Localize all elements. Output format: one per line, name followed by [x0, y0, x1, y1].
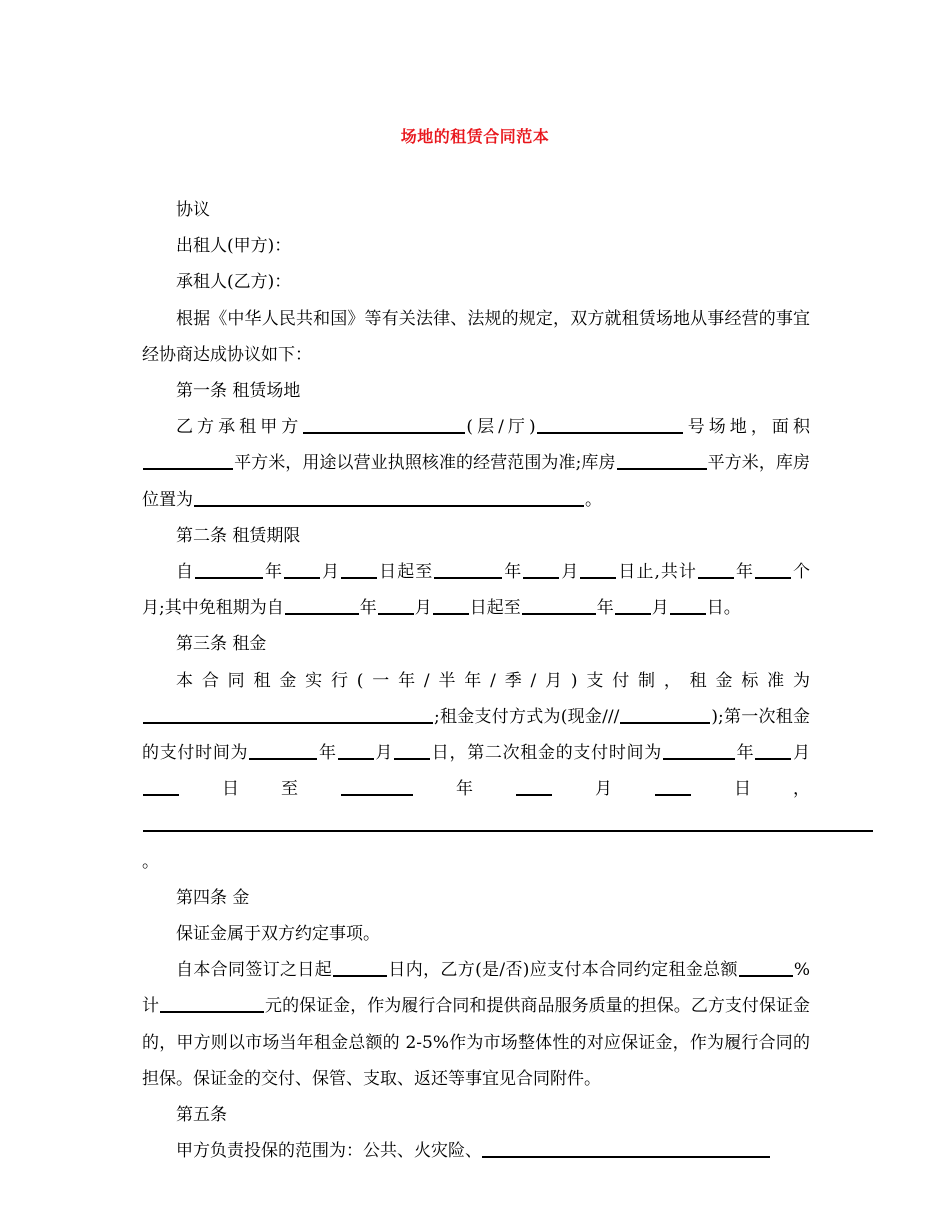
article-2-body — [142, 554, 810, 626]
text: 日止,共计 — [617, 562, 697, 583]
fill-blank — [394, 739, 430, 760]
fill-blank — [143, 703, 433, 724]
fill-blank — [620, 703, 710, 724]
fill-blank — [482, 1137, 770, 1158]
fill-blank — [580, 558, 616, 579]
fill-blank — [617, 449, 707, 470]
text: );第一次租金的支付时间为 — [142, 706, 810, 764]
document-body — [142, 192, 810, 1169]
fill-blank — [522, 594, 596, 615]
text: 月 — [374, 743, 394, 764]
fill-blank — [341, 775, 413, 796]
document-title: 场地的租赁合同范本 — [400, 127, 550, 146]
text: 平方米，库房位置为 — [142, 453, 810, 510]
text: 个月;其中免租期为自 — [142, 562, 811, 619]
fill-blank — [434, 558, 502, 579]
fill-blank — [378, 594, 414, 615]
article-3-heading: 第三条 租金 — [176, 634, 267, 655]
fill-blank — [194, 486, 584, 507]
fill-blank — [338, 739, 374, 760]
fill-blank — [698, 558, 734, 579]
fill-blank — [160, 992, 264, 1013]
fill-blank — [143, 449, 233, 470]
fill-blank — [433, 594, 469, 615]
fill-blank — [755, 739, 791, 760]
text: 日起至 — [378, 562, 434, 583]
text: 日。 — [706, 598, 741, 619]
text: 月 — [321, 562, 341, 583]
text: 平方米，用途以营业执照核准的经营范围为准;库房 — [234, 453, 616, 474]
article-3-body — [142, 663, 810, 880]
article-4-body — [142, 952, 810, 1097]
text: 年 — [264, 562, 284, 583]
fill-blank — [143, 775, 179, 796]
text: 本合同租金实行(一年/半年/季/月)支付制，租金标准为 — [176, 670, 810, 691]
fill-blank — [755, 558, 791, 579]
article-1-body — [142, 409, 810, 518]
text: 日，第二次租金的支付时间为 — [431, 743, 662, 764]
article-4-heading: 第四条 金 — [176, 887, 250, 908]
text: 月 — [792, 743, 811, 764]
fill-blank — [663, 739, 735, 760]
fill-blank — [143, 811, 873, 832]
text: 。 — [142, 851, 159, 872]
fill-blank — [249, 739, 317, 760]
text: 日， — [692, 779, 810, 800]
fill-blank — [739, 956, 793, 977]
text: 号场地，面积 — [683, 417, 810, 438]
article-2-heading: 第二条 租赁期限 — [176, 525, 301, 546]
fill-blank — [615, 594, 651, 615]
text: 元的保证金，作为履行合同和提供商品服务质量的担保。乙方支付保证金的，甲方则以市场当年租金总额的 2-5%作为市场整体性的对应保证金，作为履行合同的担保。保证金的交付、保管、支取、返还等事宜见合同附件。 — [142, 996, 810, 1089]
paragraph-lessor: 出租人(甲方)： — [176, 236, 292, 257]
text: 日起至 — [469, 598, 521, 619]
article-5-heading: 第五条 — [176, 1105, 227, 1126]
text: 月 — [553, 779, 654, 800]
text: 年 — [359, 598, 377, 619]
fill-blank — [285, 594, 359, 615]
fill-blank — [333, 956, 387, 977]
text: ;租金支付方式为(现金/// — [434, 706, 620, 727]
paragraph-lessee: 承租人(乙方)： — [176, 272, 292, 293]
fill-blank — [516, 775, 552, 796]
text: 乙方承租甲方 — [176, 417, 303, 438]
text: 日内，乙方(是/否)应支付本合同约定租金总额 — [388, 960, 738, 981]
text: 自本合同签订之日起 — [176, 960, 333, 981]
fill-blank — [523, 558, 559, 579]
fill-blank — [537, 413, 683, 434]
article-1-heading: 第一条 租赁场地 — [176, 381, 301, 402]
text: 月 — [560, 562, 580, 583]
text: 月 — [414, 598, 432, 619]
paragraph-agreement: 协议 — [176, 200, 210, 220]
fill-blank — [284, 558, 320, 579]
text: 甲方负责投保的范围为：公共、火灾险、 — [176, 1141, 482, 1162]
text: 自 — [176, 562, 195, 583]
text: 年 — [735, 743, 755, 764]
article-4-intro: 保证金属于双方约定事项。 — [176, 924, 380, 945]
text: 年 — [318, 743, 337, 764]
text: %计 — [142, 960, 811, 1017]
article-5-body — [142, 1133, 810, 1169]
text: 年 — [414, 779, 515, 800]
text: 年 — [503, 562, 523, 583]
fill-blank — [195, 558, 263, 579]
text: 年 — [734, 562, 755, 583]
text: 日至 — [180, 779, 340, 800]
fill-blank — [655, 775, 691, 796]
text: (层/厅) — [466, 417, 536, 438]
fill-blank — [303, 413, 465, 434]
text: 月 — [651, 598, 669, 619]
fill-blank — [670, 594, 706, 615]
fill-blank — [341, 558, 377, 579]
text: 。 — [585, 489, 602, 510]
text: 年 — [596, 598, 614, 619]
paragraph-preamble: 根据《中华人民共和国》等有关法律、法规的规定，双方就租赁场地从事经营的事宜经协商达成协议如下： — [142, 308, 810, 365]
